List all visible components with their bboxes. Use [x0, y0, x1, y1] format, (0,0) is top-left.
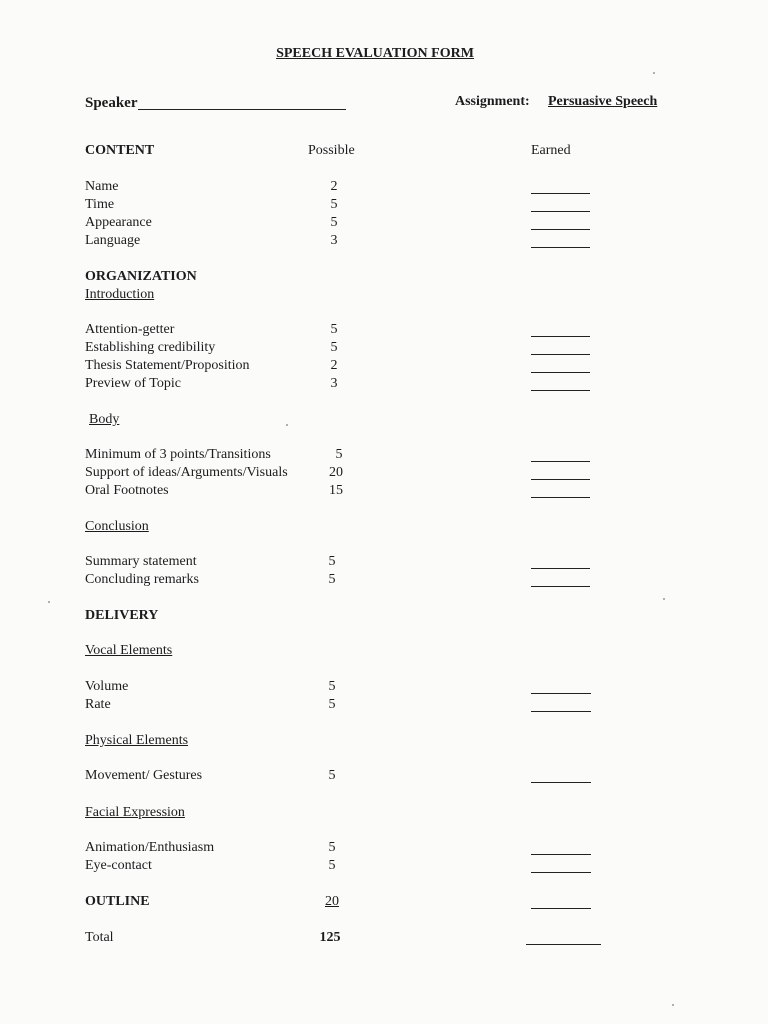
- item-points: 5: [328, 679, 336, 694]
- earned-blank[interactable]: [531, 247, 590, 248]
- item-points: 5: [328, 858, 336, 873]
- earned-blank[interactable]: [531, 390, 590, 391]
- scan-speck: [653, 72, 655, 74]
- item-label: Rate: [85, 697, 111, 712]
- item-points: 5: [330, 340, 338, 355]
- item-points: 2: [330, 179, 338, 194]
- scan-speck: [663, 598, 665, 600]
- item-label: Attention-getter: [85, 322, 175, 337]
- item-points: 3: [330, 376, 338, 391]
- item-points: 3: [330, 233, 338, 248]
- earned-blank[interactable]: [531, 193, 590, 194]
- item-points: 5: [330, 215, 338, 230]
- item-label: Animation/Enthusiasm: [85, 840, 215, 855]
- item-label: Name: [85, 179, 119, 194]
- outline-points: 20: [325, 894, 339, 909]
- total-label: Total: [85, 930, 114, 945]
- earned-blank[interactable]: [531, 336, 590, 337]
- earned-blank[interactable]: [531, 568, 590, 569]
- item-points: 15: [329, 483, 343, 498]
- item-points: 20: [329, 465, 343, 480]
- total-points: 125: [319, 930, 341, 945]
- earned-blank[interactable]: [531, 693, 591, 694]
- earned-blank[interactable]: [531, 497, 590, 498]
- earned-blank[interactable]: [531, 711, 591, 712]
- item-points: 5: [328, 840, 336, 855]
- earned-blank[interactable]: [531, 854, 591, 855]
- scan-speck: [672, 1004, 674, 1006]
- item-label: Establishing credibility: [85, 340, 216, 355]
- subsection-conclusion: Conclusion: [85, 519, 149, 534]
- speaker-name-blank[interactable]: [138, 109, 346, 110]
- item-label: Oral Footnotes: [85, 483, 169, 498]
- item-label: Preview of Topic: [85, 376, 181, 391]
- earned-blank[interactable]: [531, 229, 590, 230]
- subsection-vocal-elements: Vocal Elements: [85, 643, 173, 658]
- earned-blank[interactable]: [531, 872, 591, 873]
- earned-blank[interactable]: [531, 211, 590, 212]
- item-label: Volume: [85, 679, 129, 694]
- earned-blank[interactable]: [531, 372, 590, 373]
- item-label: Summary statement: [85, 554, 197, 569]
- item-points: 5: [330, 322, 338, 337]
- subsection-body: Body: [89, 412, 120, 427]
- item-points: 2: [330, 358, 338, 373]
- item-points: 5: [328, 572, 336, 587]
- item-points: 5: [328, 768, 336, 783]
- section-organization: ORGANIZATION: [85, 269, 197, 284]
- section-delivery: DELIVERY: [85, 608, 159, 623]
- item-label: Support of ideas/Arguments/Visuals: [85, 465, 288, 480]
- item-label: Concluding remarks: [85, 572, 199, 587]
- column-earned-header: Earned: [531, 143, 571, 158]
- section-outline: OUTLINE: [85, 894, 150, 909]
- speaker-label: Speaker: [85, 95, 138, 111]
- item-label: Time: [85, 197, 115, 212]
- column-possible-header: Possible: [308, 143, 355, 158]
- earned-blank[interactable]: [531, 461, 590, 462]
- scan-speck: [48, 601, 50, 603]
- earned-blank-total[interactable]: [526, 944, 601, 945]
- subsection-physical-elements: Physical Elements: [85, 733, 189, 748]
- earned-blank[interactable]: [531, 354, 590, 355]
- assignment-value: Persuasive Speech: [548, 94, 658, 109]
- earned-blank[interactable]: [531, 479, 590, 480]
- earned-blank-outline[interactable]: [531, 908, 591, 909]
- item-points: 5: [328, 697, 336, 712]
- assignment-label: Assignment:: [455, 94, 530, 109]
- item-label: Minimum of 3 points/Transitions: [85, 447, 271, 462]
- item-label: Thesis Statement/Proposition: [85, 358, 250, 373]
- scan-speck: [286, 424, 288, 426]
- item-points: 5: [330, 197, 338, 212]
- form-title: SPEECH EVALUATION FORM: [276, 46, 474, 61]
- item-label: Movement/ Gestures: [85, 768, 203, 783]
- item-points: 5: [328, 554, 336, 569]
- item-label: Language: [85, 233, 141, 248]
- earned-blank[interactable]: [531, 586, 590, 587]
- section-content: CONTENT: [85, 143, 155, 158]
- item-label: Appearance: [85, 215, 152, 230]
- item-points: 5: [335, 447, 343, 462]
- earned-blank[interactable]: [531, 782, 591, 783]
- subsection-facial-expression: Facial Expression: [85, 805, 185, 820]
- subsection-introduction: Introduction: [85, 287, 155, 302]
- item-label: Eye-contact: [85, 858, 152, 873]
